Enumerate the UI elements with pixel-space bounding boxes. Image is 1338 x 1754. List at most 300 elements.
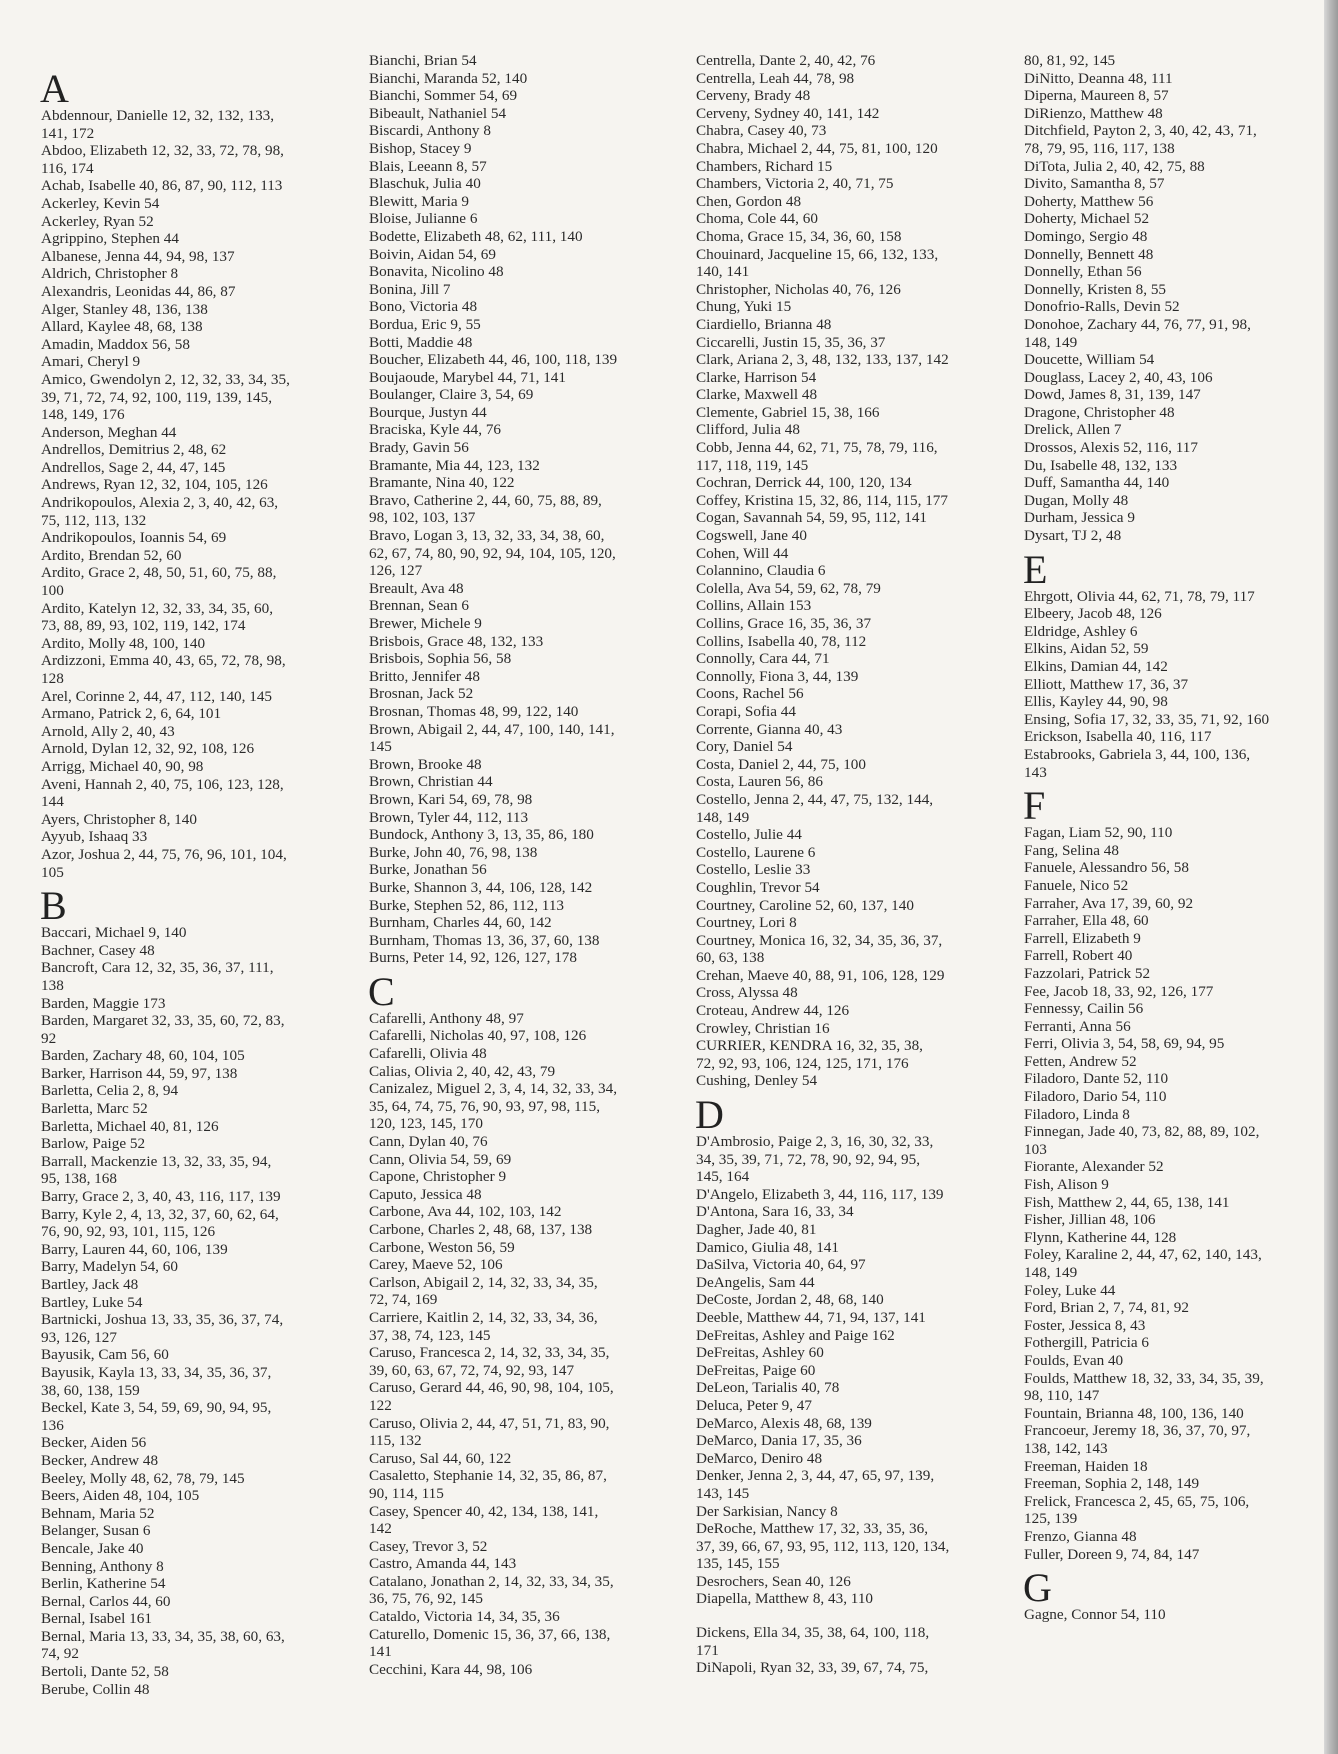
index-entry: Croteau, Andrew 44, 126 xyxy=(696,1002,850,1020)
index-entry: Casey, Trevor 3, 52 xyxy=(369,1537,488,1555)
index-entry: Cory, Daniel 54 xyxy=(696,738,793,756)
index-entry: Castro, Amanda 44, 143 xyxy=(369,1555,517,1573)
index-entry: Fetten, Andrew 52 xyxy=(1024,1052,1137,1070)
index-entry: Benning, Anthony 8 xyxy=(41,1557,164,1575)
index-entry: Brown, Abigail 2, 44, 47, 100, 140, 141, xyxy=(369,720,615,738)
index-entry: Arel, Corinne 2, 44, 47, 112, 140, 145 xyxy=(41,687,273,705)
index-entry: Boujaoude, Marybel 44, 71, 141 xyxy=(369,368,566,386)
index-column-1 xyxy=(41,64,353,1698)
index-entry: Colannino, Claudia 6 xyxy=(696,562,826,580)
index-entry: Ensing, Sofia 17, 32, 33, 35, 71, 92, 160 xyxy=(1024,710,1270,728)
index-entry: Connolly, Cara 44, 71 xyxy=(696,650,830,668)
index-entry: Chabra, Casey 40, 73 xyxy=(696,122,827,140)
index-entry: Ardito, Katelyn 12, 32, 33, 34, 35, 60, xyxy=(41,599,274,617)
index-entry: Bibeault, Nathaniel 54 xyxy=(369,104,507,122)
index-entry: Courtney, Monica 16, 32, 34, 35, 36, 37, xyxy=(696,931,943,949)
index-entry: 141 xyxy=(369,1643,392,1661)
index-entry: Andrellos, Sage 2, 44, 47, 145 xyxy=(41,458,226,476)
index-entry: Costa, Daniel 2, 44, 75, 100 xyxy=(696,755,866,773)
index-entry: Amico, Gwendolyn 2, 12, 32, 33, 34, 35, xyxy=(41,370,290,388)
index-entry: 75, 112, 113, 132 xyxy=(41,511,147,529)
index-entry: Barletta, Celia 2, 8, 94 xyxy=(41,1082,179,1100)
index-entry: Arnold, Ally 2, 40, 43 xyxy=(41,722,175,740)
index-entry: Carbone, Ava 44, 102, 103, 142 xyxy=(369,1203,562,1221)
index-entry: Filadoro, Linda 8 xyxy=(1024,1105,1130,1123)
index-entry: Fanuele, Nico 52 xyxy=(1024,876,1129,894)
index-entry: Estabrooks, Gabriela 3, 44, 100, 136, xyxy=(1024,745,1251,763)
index-entry: Cecchini, Kara 44, 98, 106 xyxy=(369,1660,533,1678)
index-entry: Ardizzoni, Emma 40, 43, 65, 72, 78, 98, xyxy=(41,652,286,670)
index-entry: Bartnicki, Joshua 13, 33, 35, 36, 37, 74, xyxy=(41,1311,284,1329)
index-entry: Cafarelli, Nicholas 40, 97, 108, 126 xyxy=(369,1027,587,1045)
index-entry: Elkins, Aidan 52, 59 xyxy=(1024,640,1149,658)
index-entry: Der Sarkisian, Nancy 8 xyxy=(696,1502,838,1520)
index-entry: 98, 102, 103, 137 xyxy=(369,509,476,527)
index-entry: Freeman, Haiden 18 xyxy=(1024,1457,1148,1475)
index-column-3 xyxy=(696,52,1008,1677)
index-entry: Belanger, Susan 6 xyxy=(41,1522,151,1540)
index-entry: Frelick, Francesca 2, 45, 65, 75, 106, xyxy=(1024,1492,1250,1510)
index-entry: 38, 60, 138, 159 xyxy=(41,1381,140,1399)
index-entry: Coons, Rachel 56 xyxy=(696,685,804,703)
index-entry: Ardito, Molly 48, 100, 140 xyxy=(41,634,206,652)
index-entry: Deeble, Matthew 44, 71, 94, 137, 141 xyxy=(696,1308,926,1326)
index-entry: Donnelly, Kristen 8, 55 xyxy=(1024,280,1167,298)
index-entry: Filadoro, Dario 54, 110 xyxy=(1024,1088,1167,1106)
index-entry: Doherty, Michael 52 xyxy=(1024,210,1150,228)
index-entry: Carbone, Charles 2, 48, 68, 137, 138 xyxy=(369,1221,593,1238)
index-entry: Andrikopoulos, Alexia 2, 3, 40, 42, 63, xyxy=(41,494,279,512)
index-entry: Foley, Karaline 2, 44, 47, 62, 140, 143, xyxy=(1024,1246,1262,1264)
index-entry: Bartley, Jack 48 xyxy=(41,1276,139,1293)
index-entry: Catalano, Jonathan 2, 14, 32, 33, 34, 35, xyxy=(369,1572,614,1590)
index-entry: Bianchi, Sommer 54, 69 xyxy=(369,87,518,105)
index-entry: Bramante, Mia 44, 123, 132 xyxy=(369,456,540,474)
index-entry: 62, 67, 74, 80, 90, 92, 94, 104, 105, 120, xyxy=(369,544,616,562)
index-entry: Clark, Ariana 2, 3, 48, 132, 133, 137, 142 xyxy=(696,351,949,369)
index-entry: Boulanger, Claire 3, 54, 69 xyxy=(369,386,534,404)
index-entry: Damico, Giulia 48, 141 xyxy=(696,1238,839,1256)
index-entry: Costello, Leslie 33 xyxy=(696,861,811,879)
index-entry: Foley, Luke 44 xyxy=(1024,1281,1116,1299)
index-entry: Bravo, Logan 3, 13, 32, 33, 34, 38, 60, xyxy=(369,527,605,545)
index-entry: Baccari, Michael 9, 140 xyxy=(41,924,187,942)
index-entry: Dagher, Jade 40, 81 xyxy=(696,1221,817,1238)
index-entry: Bertoli, Dante 52, 58 xyxy=(41,1663,169,1681)
index-entry: Barletta, Marc 52 xyxy=(41,1100,148,1118)
index-entry: Fisher, Jillian 48, 106 xyxy=(1024,1211,1156,1229)
index-entry: Beeley, Molly 48, 62, 78, 79, 145 xyxy=(41,1469,245,1487)
index-entry: Centrella, Dante 2, 40, 42, 76 xyxy=(696,52,876,69)
index-entry: DeFreitas, Ashley and Paige 162 xyxy=(696,1326,895,1344)
index-entry: Ferranti, Anna 56 xyxy=(1024,1017,1131,1035)
index-entry: Ardito, Brendan 52, 60 xyxy=(41,546,182,564)
index-entry: Collins, Allain 153 xyxy=(696,597,812,615)
index-entry: 39, 60, 63, 67, 72, 74, 92, 93, 147 xyxy=(369,1361,575,1379)
index-entry: Arrigg, Michael 40, 90, 98 xyxy=(41,757,204,775)
index-entry: Cann, Olivia 54, 59, 69 xyxy=(369,1150,512,1168)
index-entry: Doucette, William 54 xyxy=(1024,351,1155,369)
index-entry: Francoeur, Jeremy 18, 36, 37, 70, 97, xyxy=(1024,1422,1251,1440)
index-entry: Courtney, Lori 8 xyxy=(696,914,797,932)
index-entry: Clarke, Maxwell 48 xyxy=(696,386,818,404)
index-entry: Cushing, Denley 54 xyxy=(696,1072,818,1090)
index-entry: 141, 172 xyxy=(41,124,95,142)
index-entry: Centrella, Leah 44, 78, 98 xyxy=(696,69,855,87)
index-entry: 117, 118, 119, 145 xyxy=(696,456,809,474)
index-entry: Barry, Madelyn 54, 60 xyxy=(41,1258,178,1276)
index-entry: Fuller, Doreen 9, 74, 84, 147 xyxy=(1024,1545,1200,1563)
index-entry: Choma, Cole 44, 60 xyxy=(696,210,818,228)
index-entry: D'Angelo, Elizabeth 3, 44, 116, 117, 139 xyxy=(696,1185,944,1203)
index-entry: Dickens, Ella 34, 35, 38, 64, 100, 118, xyxy=(696,1624,930,1642)
index-entry: Brown, Kari 54, 69, 78, 98 xyxy=(369,790,533,808)
index-entry: Eldridge, Ashley 6 xyxy=(1024,622,1138,640)
index-entry: Behnam, Maria 52 xyxy=(41,1504,155,1522)
index-entry: Coughlin, Trevor 54 xyxy=(696,878,820,896)
index-entry: Azor, Joshua 2, 44, 75, 76, 96, 101, 104, xyxy=(41,845,287,863)
index-entry: 93, 126, 127 xyxy=(41,1328,117,1346)
index-entry: Fish, Matthew 2, 44, 65, 138, 141 xyxy=(1024,1193,1230,1211)
index-entry: Capone, Christopher 9 xyxy=(369,1168,507,1186)
index-entry: Bravo, Catherine 2, 44, 60, 75, 88, 89, xyxy=(369,491,602,509)
index-entry: Clifford, Julia 48 xyxy=(696,421,800,439)
index-entry: Elliott, Matthew 17, 36, 37 xyxy=(1024,675,1189,693)
index-entry: Bodette, Elizabeth 48, 62, 111, 140 xyxy=(369,227,583,245)
index-entry: Collins, Isabella 40, 78, 112 xyxy=(696,632,867,650)
index-entry: Caputo, Jessica 48 xyxy=(369,1185,482,1203)
index-entry: CURRIER, KENDRA 16, 32, 35, 38, xyxy=(696,1037,923,1055)
index-entry: Burke, Stephen 52, 86, 112, 113 xyxy=(369,896,565,914)
index-entry: DeLeon, Tarialis 40, 78 xyxy=(696,1379,840,1397)
index-entry: Erickson, Isabella 40, 116, 117 xyxy=(1024,728,1212,746)
index-entry: Costa, Lauren 56, 86 xyxy=(696,773,823,791)
index-entry: 148, 149, 176 xyxy=(41,406,125,424)
index-entry: Beers, Aiden 48, 104, 105 xyxy=(41,1487,200,1505)
index-entry: Donnelly, Bennett 48 xyxy=(1024,245,1154,263)
index-entry: 78, 79, 95, 116, 117, 138 xyxy=(1024,139,1175,157)
index-entry: Costello, Julie 44 xyxy=(696,826,802,844)
index-entry: Dysart, TJ 2, 48 xyxy=(1024,527,1122,545)
index-entry: 37, 38, 74, 123, 145 xyxy=(369,1326,491,1344)
index-entry: Cerveny, Sydney 40, 141, 142 xyxy=(696,104,880,122)
index-entry: Elbeery, Jacob 48, 126 xyxy=(1024,605,1162,623)
index-entry: Burnham, Charles 44, 60, 142 xyxy=(369,914,552,932)
index-entry: Armano, Patrick 2, 6, 64, 101 xyxy=(41,705,222,723)
index-entry: Corrente, Gianna 40, 43 xyxy=(696,720,843,738)
index-entry: Costello, Laurene 6 xyxy=(696,843,816,861)
index-entry: Farraher, Ella 48, 60 xyxy=(1024,912,1149,930)
index-entry: 142 xyxy=(369,1520,392,1538)
index-entry: Aldrich, Christopher 8 xyxy=(41,265,179,283)
section-letter-a: A xyxy=(40,66,69,111)
index-entry: Ehrgott, Olivia 44, 62, 71, 78, 79, 117 xyxy=(1024,587,1255,605)
index-entry: Ferri, Olivia 3, 54, 58, 69, 94, 95 xyxy=(1024,1035,1225,1053)
index-entry: Barden, Maggie 173 xyxy=(41,994,166,1012)
index-entry: Casey, Spencer 40, 42, 134, 138, 141, xyxy=(369,1502,599,1520)
index-entry: Choma, Grace 15, 34, 36, 60, 158 xyxy=(696,227,902,245)
index-entry: Botti, Maddie 48 xyxy=(369,333,473,351)
index-entry: DeCoste, Jordan 2, 48, 68, 140 xyxy=(696,1291,884,1309)
index-entry: Allard, Kaylee 48, 68, 138 xyxy=(41,318,203,336)
index-entry: Du, Isabelle 48, 132, 133 xyxy=(1024,456,1178,474)
index-entry: 128 xyxy=(41,670,64,687)
index-entry: Farraher, Ava 17, 39, 60, 92 xyxy=(1024,894,1194,912)
index-entry: Bancroft, Cara 12, 32, 35, 36, 37, 111, xyxy=(41,959,274,977)
index-entry: Abdennour, Danielle 12, 32, 132, 133, xyxy=(41,107,275,124)
index-entry: 126, 127 xyxy=(369,562,423,580)
index-entry: 80, 81, 92, 145 xyxy=(1024,52,1116,69)
index-entry: 143, 145 xyxy=(696,1484,750,1502)
index-entry: Becker, Andrew 48 xyxy=(41,1451,159,1469)
index-entry: Barry, Grace 2, 3, 40, 43, 116, 117, 139 xyxy=(41,1188,281,1206)
index-entry: Burnham, Thomas 13, 36, 37, 60, 138 xyxy=(369,931,600,949)
index-entry: 148, 149 xyxy=(1024,333,1078,351)
index-entry: Carriere, Kaitlin 2, 14, 32, 33, 34, 36, xyxy=(369,1308,598,1326)
index-entry: 72, 74, 169 xyxy=(369,1291,438,1309)
index-entry: Costello, Jenna 2, 44, 47, 75, 132, 144, xyxy=(696,790,934,808)
index-entry: Agrippino, Stephen 44 xyxy=(41,230,179,248)
index-entry: Barden, Zachary 48, 60, 104, 105 xyxy=(41,1047,245,1065)
index-entry: Ayyub, Ishaaq 33 xyxy=(41,828,148,846)
index-entry: Bencale, Jake 40 xyxy=(41,1539,144,1557)
index-entry: Bartley, Luke 54 xyxy=(41,1293,143,1311)
index-entry: Bianchi, Maranda 52, 140 xyxy=(369,69,528,87)
index-entry: Boivin, Aidan 54, 69 xyxy=(369,245,496,263)
index-entry: Bramante, Nina 40, 122 xyxy=(369,474,515,492)
index-entry: Deluca, Peter 9, 47 xyxy=(696,1396,812,1414)
index-entry: D'Antona, Sara 16, 33, 34 xyxy=(696,1203,854,1221)
index-entry: Finnegan, Jade 40, 73, 82, 88, 89, 102, xyxy=(1024,1123,1260,1141)
index-entry: Fazzolari, Patrick 52 xyxy=(1024,964,1151,982)
index-entry: Fagan, Liam 52, 90, 110 xyxy=(1024,824,1173,842)
index-entry: Chabra, Michael 2, 44, 75, 81, 100, 120 xyxy=(696,139,938,157)
index-entry: 148, 149 xyxy=(1024,1264,1078,1281)
index-entry: Bishop, Stacey 9 xyxy=(369,139,472,157)
index-entry: Durham, Jessica 9 xyxy=(1024,509,1135,527)
index-entry: 120, 123, 145, 170 xyxy=(369,1115,483,1133)
index-entry: Barrall, Mackenzie 13, 32, 33, 35, 94, xyxy=(41,1152,272,1170)
index-entry: Ackerley, Ryan 52 xyxy=(41,212,154,230)
index-entry: Ford, Brian 2, 7, 74, 81, 92 xyxy=(1024,1299,1189,1317)
index-entry: Caruso, Gerard 44, 46, 90, 98, 104, 105, xyxy=(369,1379,614,1397)
index-entry: Chambers, Victoria 2, 40, 71, 75 xyxy=(696,175,894,193)
index-entry: Colella, Ava 54, 59, 62, 78, 79 xyxy=(696,579,881,597)
column-gap xyxy=(696,1608,1008,1624)
index-entry: 95, 138, 168 xyxy=(41,1170,117,1188)
index-entry: Chung, Yuki 15 xyxy=(696,298,792,316)
index-entry: Ditchfield, Payton 2, 3, 40, 42, 43, 71, xyxy=(1024,122,1257,140)
index-entry: Dragone, Christopher 48 xyxy=(1024,403,1175,421)
index-entry: Brady, Gavin 56 xyxy=(369,439,469,457)
index-entry: 138, 142, 143 xyxy=(1024,1439,1108,1457)
index-entry: Diapella, Matthew 8, 43, 110 xyxy=(696,1590,874,1608)
index-entry: Bachner, Casey 48 xyxy=(41,941,155,959)
index-entry: Andrikopoulos, Ioannis 54, 69 xyxy=(41,529,227,547)
index-entry: Chen, Gordon 48 xyxy=(696,192,802,210)
index-entry: 103 xyxy=(1024,1140,1047,1158)
index-entry: Flynn, Katherine 44, 128 xyxy=(1024,1228,1177,1246)
index-entry: 171 xyxy=(696,1641,719,1659)
index-entry: Bayusik, Kayla 13, 33, 34, 35, 36, 37, xyxy=(41,1363,272,1381)
index-entry: 136 xyxy=(41,1416,64,1434)
index-entry: Blewitt, Maria 9 xyxy=(369,192,469,210)
index-entry: DeAngelis, Sam 44 xyxy=(696,1273,815,1291)
index-entry: Courtney, Caroline 52, 60, 137, 140 xyxy=(696,896,914,914)
index-entry: Barlow, Paige 52 xyxy=(41,1135,146,1153)
index-entry: 100 xyxy=(41,582,64,600)
index-entry: Filadoro, Dante 52, 110 xyxy=(1024,1070,1169,1088)
index-entry: Brennan, Sean 6 xyxy=(369,597,469,615)
index-entry: Cross, Alyssa 48 xyxy=(696,984,798,1002)
index-entry: Burke, Shannon 3, 44, 106, 128, 142 xyxy=(369,878,593,896)
index-entry: Achab, Isabelle 40, 86, 87, 90, 112, 113 xyxy=(41,177,283,195)
index-entry: Barry, Lauren 44, 60, 106, 139 xyxy=(41,1240,228,1258)
index-entry: Cafarelli, Olivia 48 xyxy=(369,1045,487,1063)
index-entry: 145, 164 xyxy=(696,1168,750,1186)
index-entry: Anderson, Meghan 44 xyxy=(41,423,177,441)
index-entry: Fothergill, Patricia 6 xyxy=(1024,1334,1150,1352)
index-entry: DiNitto, Deanna 48, 111 xyxy=(1024,69,1173,87)
index-entry: Brisbois, Sophia 56, 58 xyxy=(369,650,512,668)
index-entry: Amadin, Maddox 56, 58 xyxy=(41,335,190,353)
index-entry: Clarke, Harrison 54 xyxy=(696,368,817,386)
index-entry: Crehan, Maeve 40, 88, 91, 106, 128, 129 xyxy=(696,966,945,984)
index-entry: Fang, Selina 48 xyxy=(1024,841,1119,859)
index-entry: 76, 90, 92, 93, 101, 115, 126 xyxy=(41,1223,216,1241)
index-entry: DeFreitas, Ashley 60 xyxy=(696,1344,824,1362)
index-entry: Cochran, Derrick 44, 100, 120, 134 xyxy=(696,474,912,492)
index-entry: Amari, Cheryl 9 xyxy=(41,353,141,371)
index-entry: Elkins, Damian 44, 142 xyxy=(1024,658,1168,675)
index-entry: Foulds, Evan 40 xyxy=(1024,1351,1124,1369)
index-entry: 105 xyxy=(41,863,64,881)
index-entry: Ayers, Christopher 8, 140 xyxy=(41,810,197,828)
index-entry: Barden, Margaret 32, 33, 35, 60, 72, 83, xyxy=(41,1012,285,1030)
index-entry: 36, 75, 76, 92, 145 xyxy=(369,1590,483,1608)
index-entry: Bundock, Anthony 3, 13, 35, 86, 180 xyxy=(369,826,594,844)
index-entry: 34, 35, 39, 71, 72, 78, 90, 92, 94, 95, xyxy=(696,1150,921,1168)
index-entry: Donohoe, Zachary 44, 76, 77, 91, 98, xyxy=(1024,315,1251,333)
index-entry: Blaschuk, Julia 40 xyxy=(369,175,481,193)
index-entry: Berube, Collin 48 xyxy=(41,1680,150,1698)
index-entry: Barletta, Michael 40, 81, 126 xyxy=(41,1117,219,1135)
index-entry: 98, 110, 147 xyxy=(1024,1387,1100,1405)
index-entry: Aveni, Hannah 2, 40, 75, 106, 123, 128, xyxy=(41,775,284,793)
index-entry: Berlin, Katherine 54 xyxy=(41,1575,166,1593)
index-entry: Bianchi, Brian 54 xyxy=(369,52,477,69)
index-entry: Calias, Olivia 2, 40, 42, 43, 79 xyxy=(369,1062,556,1080)
index-entry: Bourque, Justyn 44 xyxy=(369,403,487,421)
index-entry: Alexandris, Leonidas 44, 86, 87 xyxy=(41,282,236,300)
index-entry: Ciardiello, Brianna 48 xyxy=(696,315,832,333)
index-entry: DiRienzo, Matthew 48 xyxy=(1024,104,1163,122)
section-letter-e: E xyxy=(1023,546,1048,592)
index-entry: Domingo, Sergio 48 xyxy=(1024,227,1148,245)
index-entry: Bernal, Maria 13, 33, 34, 35, 38, 60, 63, xyxy=(41,1627,285,1645)
index-entry: 35, 64, 74, 75, 76, 90, 93, 97, 98, 115, xyxy=(369,1097,601,1115)
index-entry: Braciska, Kyle 44, 76 xyxy=(369,421,502,439)
index-entry: Alger, Stanley 48, 136, 138 xyxy=(41,300,208,318)
index-entry: Dowd, James 8, 31, 139, 147 xyxy=(1024,386,1201,404)
index-entry: Christopher, Nicholas 40, 76, 126 xyxy=(696,280,901,298)
index-entry: Fennessy, Cailin 56 xyxy=(1024,1000,1144,1018)
index-entry: Ciccarelli, Justin 15, 35, 36, 37 xyxy=(696,333,886,351)
index-entry: Cogswell, Jane 40 xyxy=(696,527,807,545)
index-entry: Burns, Peter 14, 92, 126, 127, 178 xyxy=(369,949,577,967)
index-entry: Canizalez, Miguel 2, 3, 4, 14, 32, 33, 34, xyxy=(369,1080,618,1098)
index-entry: Denker, Jenna 2, 3, 44, 47, 65, 97, 139, xyxy=(696,1467,935,1485)
index-entry: Burke, John 40, 76, 98, 138 xyxy=(369,843,538,861)
index-entry: Drossos, Alexis 52, 116, 117 xyxy=(1024,439,1198,457)
index-entry: Becker, Aiden 56 xyxy=(41,1434,147,1452)
index-entry: Cobb, Jenna 44, 62, 71, 75, 78, 79, 116, xyxy=(696,439,938,457)
index-entry: Carbone, Weston 56, 59 xyxy=(369,1238,515,1256)
index-entry: Duff, Samantha 44, 140 xyxy=(1024,474,1170,492)
index-entry: DeFreitas, Paige 60 xyxy=(696,1361,816,1379)
index-entry: Arnold, Dylan 12, 32, 92, 108, 126 xyxy=(41,740,255,758)
index-entry: Dugan, Molly 48 xyxy=(1024,491,1129,509)
index-entry: Fountain, Brianna 48, 100, 136, 140 xyxy=(1024,1404,1244,1422)
index-entry: 138 xyxy=(41,976,64,994)
index-entry: 122 xyxy=(369,1396,392,1414)
index-entry: Cohen, Will 44 xyxy=(696,544,789,562)
index-entry: Ellis, Kayley 44, 90, 98 xyxy=(1024,693,1168,711)
index-entry: Boucher, Elizabeth 44, 46, 100, 118, 139 xyxy=(369,351,618,369)
index-entry: Corapi, Sofia 44 xyxy=(696,702,796,720)
index-entry: 115, 132 xyxy=(369,1432,422,1450)
index-entry: Gagne, Connor 54, 110 xyxy=(1024,1606,1166,1624)
index-entry: Barker, Harrison 44, 59, 97, 138 xyxy=(41,1064,238,1082)
index-entry: Brosnan, Thomas 48, 99, 122, 140 xyxy=(369,702,579,720)
index-entry: Foster, Jessica 8, 43 xyxy=(1024,1316,1146,1334)
index-entry: DaSilva, Victoria 40, 64, 97 xyxy=(696,1256,866,1274)
index-entry: DeMarco, Deniro 48 xyxy=(696,1449,823,1467)
index-entry: Cogan, Savannah 54, 59, 95, 112, 141 xyxy=(696,509,928,527)
index-entry: Barry, Kyle 2, 4, 13, 32, 37, 60, 62, 64, xyxy=(41,1205,279,1223)
index-entry: 90, 114, 115 xyxy=(369,1484,444,1502)
index-entry: Blais, Leeann 8, 57 xyxy=(369,157,487,175)
section-letter-c: C xyxy=(368,968,395,1014)
index-entry: Caruso, Francesca 2, 14, 32, 33, 34, 35, xyxy=(369,1344,610,1362)
index-entry: 60, 63, 138 xyxy=(696,949,765,967)
index-entry: Andrellos, Demitrius 2, 48, 62 xyxy=(41,441,227,459)
index-entry: Brosnan, Jack 52 xyxy=(369,685,474,703)
index-entry: 140, 141 xyxy=(696,263,750,281)
index-entry: Bordua, Eric 9, 55 xyxy=(369,315,481,333)
page-binding-edge xyxy=(1324,0,1338,1754)
index-entry: 74, 92 xyxy=(41,1645,79,1663)
index-entry: Crowley, Christian 16 xyxy=(696,1019,830,1037)
index-entry: Fiorante, Alexander 52 xyxy=(1024,1158,1164,1176)
index-entry: Foulds, Matthew 18, 32, 33, 34, 35, 39, xyxy=(1024,1369,1264,1387)
index-entry: Casaletto, Stephanie 14, 32, 35, 86, 87, xyxy=(369,1467,607,1485)
index-entry: DeRoche, Matthew 17, 32, 33, 35, 36, xyxy=(696,1520,928,1538)
section-letter-b: B xyxy=(40,883,67,929)
index-entry: Bonina, Jill 7 xyxy=(369,280,451,298)
index-entry: Caturello, Domenic 15, 36, 37, 66, 138, xyxy=(369,1625,611,1643)
index-entry: 125, 139 xyxy=(1024,1510,1078,1528)
index-entry: Farrell, Robert 40 xyxy=(1024,947,1133,965)
index-entry: Albanese, Jenna 44, 94, 98, 137 xyxy=(41,247,235,265)
index-entry: Andrews, Ryan 12, 32, 104, 105, 126 xyxy=(41,476,268,494)
index-entry: Chambers, Richard 15 xyxy=(696,157,833,175)
index-column-2 xyxy=(369,52,681,1678)
index-entry: Brown, Christian 44 xyxy=(369,773,493,791)
index-entry: Frenzo, Gianna 48 xyxy=(1024,1527,1137,1545)
index-entry: 135, 145, 155 xyxy=(696,1555,780,1573)
index-entry: 73, 88, 89, 93, 102, 119, 142, 174 xyxy=(41,617,246,635)
